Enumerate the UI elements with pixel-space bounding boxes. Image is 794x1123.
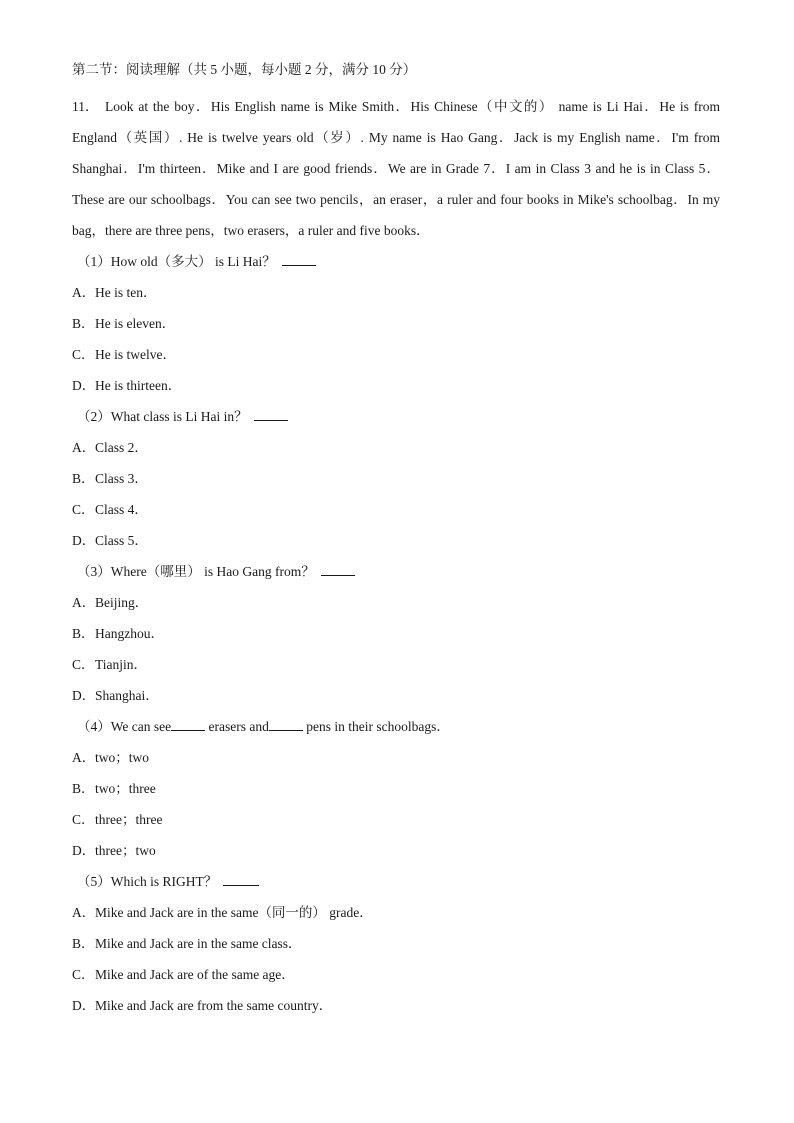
- question-number: 11．: [72, 99, 99, 114]
- option-2a[interactable]: A．Class 2．: [72, 440, 148, 455]
- worksheet-page: [72, 60, 720, 1021]
- option-3b[interactable]: B．Hangzhou．: [72, 626, 164, 641]
- option-2c[interactable]: C．Class 4．: [72, 502, 148, 517]
- answer-blank[interactable]: [223, 870, 259, 886]
- option-4a[interactable]: A．two；two: [72, 750, 149, 765]
- subquestion-1-stem: （1）How old（多大） is Li Hai？: [72, 246, 720, 277]
- subquestion-2-stem: （2）What class is Li Hai in？: [72, 401, 720, 432]
- answer-blank-erasers[interactable]: [171, 717, 205, 731]
- option-5d[interactable]: D．Mike and Jack are from the same country．: [72, 998, 333, 1013]
- option-5b[interactable]: B．Mike and Jack are in the same class．: [72, 936, 302, 951]
- answer-blank-pens[interactable]: [269, 717, 303, 731]
- subquestion-3-stem: （3）Where（哪里） is Hao Gang from？: [72, 556, 720, 587]
- option-1d[interactable]: D．He is thirteen．: [72, 378, 182, 393]
- option-1c[interactable]: C．He is twelve．: [72, 347, 176, 362]
- answer-blank[interactable]: [321, 560, 355, 576]
- option-4b[interactable]: B．two；three: [72, 781, 156, 796]
- option-2d[interactable]: D．Class 5．: [72, 533, 148, 548]
- passage-text: Look at the boy．His English name is Mike Smith．His Chinese（中文的） name is Li Hai．He is from England（英国）. He is twelve years old（岁）. My name is Hao Gang．Jack is my English name．I'm from Shanghai．I'm thirteen．Mike and I are good friends．We are in Grade 7．I am in Class 3 and he is in Class 5．These are our schoolbags．You can see two pencils，an eraser，a ruler and four books in Mike's schoolbag．In my bag，there are three pens，two erasers，a ruler and five books．: [72, 99, 720, 238]
- answer-blank[interactable]: [254, 405, 288, 421]
- option-3d[interactable]: D．Shanghai．: [72, 688, 159, 703]
- section-title: 第二节：阅读理解（共 5 小题，每小题 2 分，满分 10 分）: [72, 62, 417, 77]
- option-5a[interactable]: A．Mike and Jack are in the same（同一的） grade．: [72, 905, 373, 920]
- option-4d[interactable]: D．three；two: [72, 843, 156, 858]
- subquestion-4-stem: （4）We can see erasers and pens in their schoolbags．: [77, 719, 450, 734]
- option-3a[interactable]: A．Beijing．: [72, 595, 149, 610]
- subquestion-5-stem: （5）Which is RIGHT？: [72, 866, 720, 897]
- reading-passage: [72, 91, 720, 246]
- answer-blank[interactable]: [282, 250, 316, 266]
- option-5c[interactable]: C．Mike and Jack are of the same age．: [72, 967, 295, 982]
- option-2b[interactable]: B．Class 3．: [72, 471, 148, 486]
- option-3c[interactable]: C．Tianjin．: [72, 657, 148, 672]
- option-1a[interactable]: A．He is ten．: [72, 285, 157, 300]
- option-4c[interactable]: C．three；three: [72, 812, 163, 827]
- option-1b[interactable]: B．He is eleven．: [72, 316, 176, 331]
